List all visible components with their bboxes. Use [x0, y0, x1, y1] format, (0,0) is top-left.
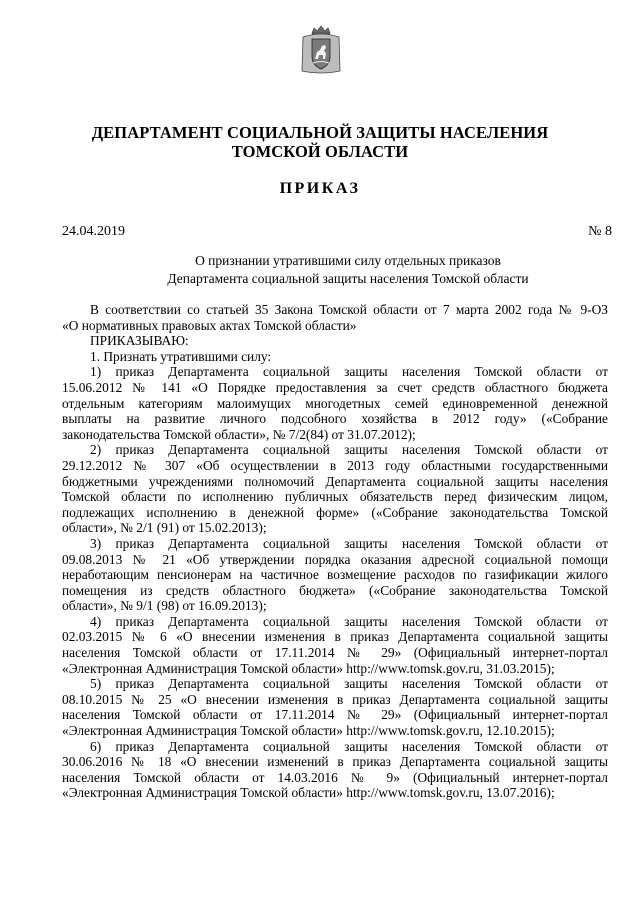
order-date: 24.04.2019	[62, 224, 125, 239]
list-item: 4) приказ Департамента социальной защиты населения Томской области от 02.03.2015 № 6 «О внесении изменения в приказ Департамента социальной защиты населения Томской области от 17.11.2014 № 29» (Официальный интернет-портал «Электронная Администрация Томской области» http://www.tomsk.gov.ru, 31.03.2015);	[62, 613, 608, 676]
order-number: № 8	[588, 224, 612, 239]
orders-word: ПРИКАЗЫВАЮ:	[90, 333, 189, 349]
item-1-heading: 1. Признать утратившими силу:	[90, 348, 272, 364]
preamble-line1: В соответствии со статьей 35 Закона Томской области от 7 марта 2002 года № 9-ОЗ	[90, 302, 608, 317]
department-name-line2: ТОМСКОЙ ОБЛАСТИ	[231, 142, 409, 161]
document-body	[62, 302, 608, 801]
department-name-line1: ДЕПАРТАМЕНТ СОЦИАЛЬНОЙ ЗАЩИТЫ НАСЕЛЕНИЯ	[91, 123, 549, 142]
subject-line1: О признании утратившими силу отдельных приказов	[195, 253, 501, 268]
list-item: 5) приказ Департамента социальной защиты населения Томской области от 08.10.2015 № 25 «О внесении изменения в приказ Департамента социальной защиты населения Томской области от 17.11.2014 № 29» (Официальный интернет-портал «Электронная Администрация Томской области» http://www.tomsk.gov.ru, 12.10.2015);	[62, 676, 608, 739]
tomsk-coat-of-arms-icon	[300, 25, 342, 75]
list-item: 6) приказ Департамента социальной защиты населения Томской области от 30.06.2016 № 18 «О внесении изменений в приказ Департамента социальной защиты населения Томской области от 14.03.2016 № 9» (Официальный интернет-портал «Электронная Администрация Томской области» http://www.tomsk.gov.ru, 13.07.2016);	[62, 738, 608, 801]
preamble-line2: «О нормативных правовых актах Томской области»	[62, 317, 357, 333]
document-type-title: ПРИКАЗ	[279, 180, 361, 197]
list-item: 1) приказ Департамента социальной защиты населения Томской области от 15.06.2012 № 141 «О Порядке предоставления за счет средств областного бюджета отдельным категориям малоимущих многодетных семей единовременной денежной выплаты на развитие личного подсобного хозяйства в 2012 году» («Собрание законодательства Томской области», № 7/2(84) от 31.07.2012);	[62, 364, 608, 442]
list-item: 2) приказ Департамента социальной защиты населения Томской области от 29.12.2012 № 307 «Об осуществлении в 2013 году областными государственными бюджетными учреждениями полномочий Департамента социальной защиты населения Томской области по исполнению публичных обязательств перед физическим лицом, подлежащих исполнению в денежной форме» («Собрание законодательства Томской области», № 2/1 (91) от 15.02.2013);	[62, 442, 608, 536]
subject-line2: Департамента социальной защиты населения Томской области	[167, 271, 529, 286]
list-item: 3) приказ Департамента социальной защиты населения Томской области от 09.08.2013 № 21 «Об утверждении порядка оказания адресной социальной помощи неработающим пенсионерам на частичное возмещение расходов по газификации жилого помещения из средств областного бюджета» («Собрание законодательства Томской области», № 9/1 (98) от 16.09.2013);	[62, 535, 608, 614]
